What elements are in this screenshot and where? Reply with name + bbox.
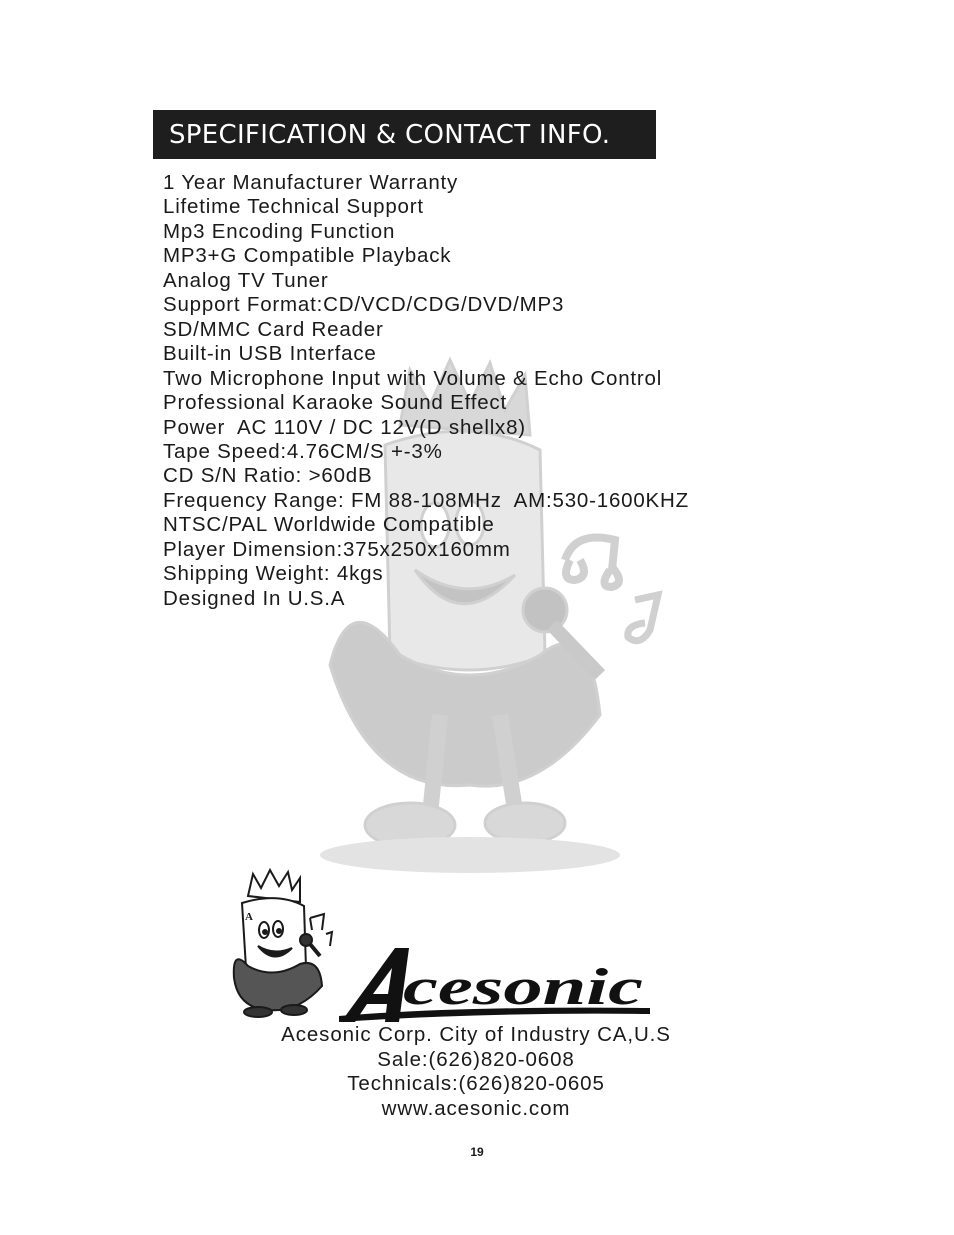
spec-item: Lifetime Technical Support <box>163 195 424 219</box>
section-header <box>153 110 656 159</box>
spec-item: Power AC 110V / DC 12V(D shellx8) <box>163 415 526 439</box>
spec-item: SD/MMC Card Reader <box>163 317 384 341</box>
mascot-logo <box>228 868 338 1018</box>
spec-item: Analog TV Tuner <box>163 268 329 292</box>
spec-item: Built-in USB Interface <box>163 342 377 366</box>
spec-item: Player Dimension:375x250x160mm <box>163 537 511 561</box>
technical-phone: Technicals:(626)820-0605 <box>347 1072 605 1095</box>
spec-item: Professional Karaoke Sound Effect <box>163 391 507 415</box>
spec-item: Tape Speed:4.76CM/S +-3% <box>163 439 443 463</box>
spec-item: MP3+G Compatible Playback <box>163 244 452 268</box>
spec-item: Designed In U.S.A <box>163 586 346 610</box>
spec-item: Shipping Weight: 4kgs <box>163 562 384 586</box>
spec-item: 1 Year Manufacturer Warranty <box>163 171 459 194</box>
acesonic-logo <box>337 942 652 1024</box>
music-note-icon <box>310 914 324 930</box>
spec-item: Two Microphone Input with Volume & Echo Control <box>163 366 663 390</box>
spec-item: Mp3 Encoding Function <box>163 219 396 243</box>
spec-item: Frequency Range: FM 88-108MHz AM:530-1600KHZ <box>163 488 689 512</box>
sales-phone: Sale:(626)820-0608 <box>377 1047 575 1071</box>
spec-item: CD S/N Ratio: >60dB <box>163 464 373 488</box>
company-address: Acesonic Corp. City of Industry CA,U.S <box>281 1023 671 1046</box>
section-title: SPECIFICATION & CONTACT INFO. <box>169 120 611 150</box>
contact-info <box>200 1023 752 1121</box>
spec-item: Support Format:CD/VCD/CDG/DVD/MP3 <box>163 293 565 317</box>
page-number: 19 <box>470 1145 484 1159</box>
specification-list <box>163 171 689 611</box>
website-link: www.acesonic.com <box>381 1096 571 1120</box>
spec-item: NTSC/PAL Worldwide Compatible <box>163 513 495 537</box>
card-letter: A <box>245 911 253 923</box>
music-note-icon <box>326 932 332 946</box>
brand-name: cesonic <box>403 959 643 1016</box>
